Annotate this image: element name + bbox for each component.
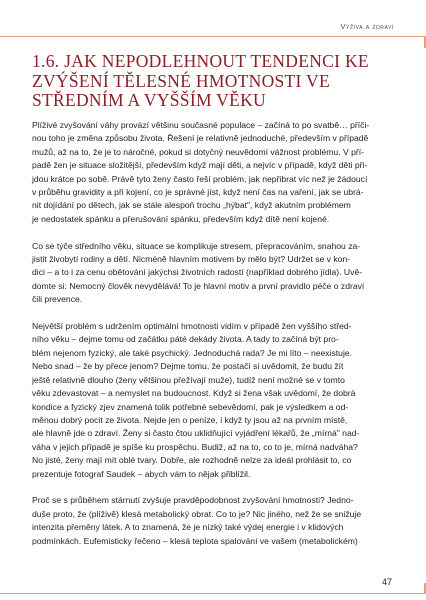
text-line: nou toho je změna způsobu života. Řešení je relativně jednoduché, především v případě: [32, 133, 369, 144]
text-line: ního věku – dejme tomu od začátku páté dekády života. A tady to začíná být pro-: [32, 334, 339, 345]
text-line: duše proto, že (plíživě) klesá metabolický obrat. Co to je? Nic jiného, než že se snižuje: [32, 508, 362, 519]
text-line: váha v jejich případě je spíše ku prospěchu. Budiž, až na to, co to je, mírná nadváha?: [32, 441, 358, 452]
text-line: Největší problém s udržením optimální hmotnosti vidím v případě žen vyššího střed-: [32, 321, 352, 332]
text-line: dici – a to i za cenu obětování jakýchsi životních radostí (například dobrého jídla). Uvě-: [32, 267, 363, 278]
text-line: Co se týče středního věku, situace se komplikuje stresem, přepracováním, snahou za-: [32, 240, 361, 251]
text-line: Plíživé zvyšování váhy provází většinu současné populace – začíná to po svatbě… příči-: [32, 120, 370, 130]
text-line: padě žen je situace složitější, především když mají děti, a nejvíc v případě, když děti při-: [32, 160, 368, 171]
text-line: čili prevence.: [32, 294, 83, 305]
text-line: kondice a fyzický zjev znamená tolik potřebné sebevědomí, pak je výsledkem a od-: [32, 401, 349, 412]
text-line: Proč se s průběhem stárnutí zvyšuje pravděpodobnost zvyšování hmotnosti? Jedno-: [32, 495, 354, 506]
running-header-text: Výživa a zdraví: [340, 22, 394, 31]
text-line: No jisté, ženy mají mít oblé tvary. Dobře, ale rozhodně nelze za ideál prohlásit to, co: [32, 455, 352, 466]
footer-rule: [0, 593, 426, 594]
text-line: jistit živobytí rodiny a dětí. Nicméně hlavním motivem by mělo být? Udržet se v kon-: [32, 254, 351, 265]
text-line: domte si: Nemocný člověk nevydělává! To je hlavní motiv a první pravidlo péče o zdraví: [32, 280, 365, 291]
text-line: nit dojídání po dětech, jak se stále alespoň trochu „hýbat", když akutním problémem: [32, 200, 351, 211]
text-line: blém nejenom fyzický, ale také psychický. Jednoduchá rada? Je mi líto – neexistuje.: [32, 347, 353, 358]
text-line: podmínkách. Eufemisticky řečeno – klesá teplota spalování ve vašem (metabolickém): [32, 535, 358, 546]
text-line: měnou dobrý pocit ze života. Nejde jen o peníze, i když ty jsou až na prvním místě,: [32, 414, 348, 425]
text-line: mužů, až na to, že je to náročné, pokud si dotyčný neuvědomí vážnost problému. V pří-: [32, 146, 364, 157]
text-line: ještě relativně dlouho (ženy většinou přežívají muže), tudíž není možné se v tomto: [32, 374, 345, 385]
text-line: je nedostatek spánku a přerušování spánku, především když dítě není kojené.: [32, 213, 330, 224]
chapter-title-line: STŘEDNÍM A VYŠŠÍM VĚKU: [32, 90, 266, 110]
paragraph: [32, 119, 392, 226]
running-header: [340, 22, 394, 31]
text-line: intenzita přeměny látek. A to znamená, že je nízký také výdej energie i v klidových: [32, 522, 344, 533]
chapter-title: [32, 52, 402, 111]
body-text: [32, 119, 392, 561]
text-line: věku zdevastovat – a nemyslet na budoucnost. Když si žena však uvědomí, že dobrá: [32, 388, 356, 399]
text-line: jdou krátce po sobě. Právě tyto ženy často řeší problém, jak nepřibrat víc než je žádoucí: [32, 173, 368, 184]
paragraph: [32, 320, 392, 481]
page-number: 47: [381, 577, 392, 587]
text-line: prezentuje fotograf Saudek – abych vám to nějak přiblížil.: [32, 468, 251, 479]
paragraph: [32, 240, 392, 307]
text-line: Nebo snad – že by přece jenom? Dejme tomu, že postačí si uvědomit, že budu žít: [32, 361, 344, 372]
header-rule: [0, 36, 426, 37]
text-line: v průběhu gravidity a při kojení, co je správné jíst, když není čas na vaření, jak se ubrá-: [32, 187, 364, 198]
paragraph: [32, 494, 392, 548]
text-line: ale hlavně jde o zdraví. Ženy si často čtou uklidňující vyjádření lékařů, že „mírná" nad-: [32, 428, 360, 439]
chapter-title-line: 1.6. JAK NEPODLEHNOUT TENDENCI KE: [32, 51, 369, 71]
chapter-title-line: ZVÝŠENÍ TĚLESNÉ HMOTNOSTI VE: [32, 70, 330, 91]
